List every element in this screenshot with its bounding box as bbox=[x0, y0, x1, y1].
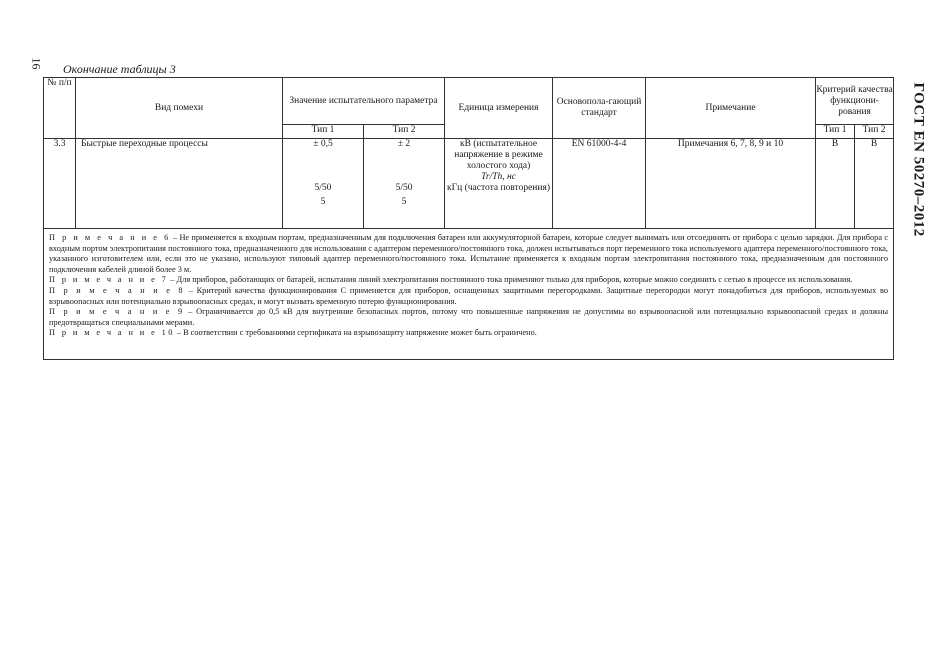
page-number: 16 bbox=[29, 57, 44, 70]
note-6: П р и м е ч а н и е 6 – Не применяется к входным портам, предназначенным для подключения батареи или аккумуляторной батареи, которые следует вынимать или отсоединять от прибора с целью зарядки. Для прибора с входным портом электропитания постоянного тока, предназначенного для использования с адаптером переменного/постоянного тока, должен испытываться порт переменного тока используемого адаптера переменного/постоянного тока, указанного изготовителем или, если это не указано, используют типовый адаптер переменного/постоянного тока. Испытание применяется к входным портам электропитания постоянного тока, предназначенным для постоянного подключения кабелей длиной более 3 м. bbox=[49, 233, 889, 274]
row-unit: кВ (испытательное напряжение в режиме холостого хода) Tr/Th, нс кГц (частота повторения) bbox=[445, 139, 553, 229]
row-crit-type1: B bbox=[816, 139, 855, 229]
note-7: П р и м е ч а н и е 7 – Для приборов, работающих от батарей, испытания линий электропитания постоянного тока применяют только для приборов, которые можно соединить с сетью в процессе их использования. bbox=[49, 275, 853, 285]
table-3 bbox=[43, 77, 894, 360]
note-9: П р и м е ч а н и е 9 – Ограничивается до 0,5 кВ для внутренние безопасных портов, потому что повышенные напряжения не допустимы во взрывоопасной или потенциально взрывоопасной средах и должны предотвращаться специальными мерами. bbox=[49, 307, 889, 327]
row-standard: EN 61000-4-4 bbox=[553, 139, 646, 229]
row-note: Примечания 6, 7, 8, 9 и 10 bbox=[646, 139, 816, 229]
header-crit-type1: Тип 1 bbox=[816, 125, 855, 139]
row-crit-type2: B bbox=[855, 139, 894, 229]
header-value: Значение испытательного параметра bbox=[283, 78, 445, 125]
notes-block bbox=[44, 229, 894, 360]
notes-row bbox=[44, 229, 894, 360]
row-value-type2: ± 2 5/50 5 bbox=[364, 139, 445, 229]
header-crit-type2: Тип 2 bbox=[855, 125, 894, 139]
note-10: П р и м е ч а н и е 10 – В соответствии с требованиями сертификата на взрывозащиту напряжение может быть ограничено. bbox=[49, 328, 537, 338]
header-criterion: Критерий качества функциони-рования bbox=[816, 78, 894, 125]
row-type: Быстрые переходные процессы bbox=[76, 139, 283, 229]
header-unit: Единица измерения bbox=[445, 78, 553, 139]
note-8: П р и м е ч а н и е 8 – Критерий качества функционирования С применяется для приборов, оснащенных защитными перегородками. Защитные перегородки могут понадобиться для приборов, используемых во взрывоопасных или потенциально взрывоопасных средах, и могут вызвать временную потерю функционирования. bbox=[49, 285, 889, 306]
header-standard: Основопола-гающий стандарт bbox=[553, 78, 646, 139]
table-caption: Окончание таблицы 3 bbox=[63, 62, 176, 76]
table-header-row bbox=[44, 78, 894, 125]
header-value-type2: Тип 2 bbox=[364, 125, 445, 139]
row-value-type1: ± 0,5 5/50 5 bbox=[283, 139, 364, 229]
header-type: Вид помехи bbox=[76, 78, 283, 139]
header-value-type1: Тип 1 bbox=[283, 125, 364, 139]
header-num: № п/п bbox=[44, 78, 76, 139]
header-note: Примечание bbox=[646, 78, 816, 139]
document-title: ГОСТ EN 50270–2012 bbox=[910, 82, 927, 237]
table-row bbox=[44, 139, 894, 229]
row-num: 3.3 bbox=[44, 139, 76, 229]
